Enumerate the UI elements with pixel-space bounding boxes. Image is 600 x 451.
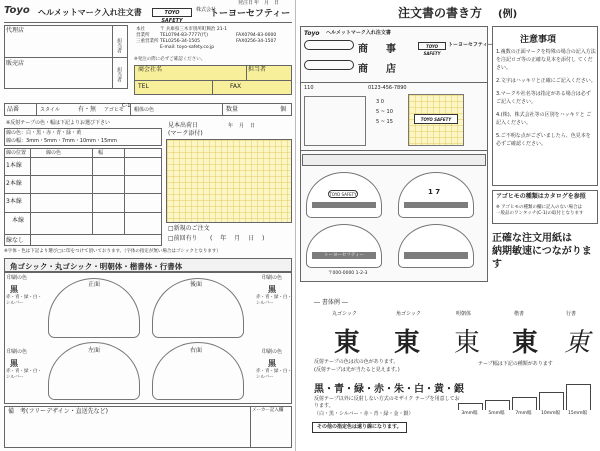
new-order-checkbox[interactable]: □新規のご注文 <box>168 225 210 232</box>
mini-font-bar <box>302 154 486 166</box>
field-sep-2 <box>212 80 213 95</box>
font-name-mincho: 明朝体 <box>456 311 472 317</box>
quantity-label: 数量 <box>226 106 239 113</box>
helmet-right-label: 右面 <box>190 347 203 354</box>
model-value: C-1 <box>122 103 131 109</box>
company-prefix: 株式会社 <box>196 7 217 13</box>
mini-helmet-2-band <box>404 202 468 208</box>
instructions-page <box>298 0 600 451</box>
instructions-title: 注文書の書き方 <box>398 6 483 20</box>
line-row-3: 3本線 <box>6 198 22 205</box>
shell-color-label: 帽体の色 <box>134 107 155 113</box>
notes-list <box>496 48 596 148</box>
print-color-label-3: 印刷の色 <box>7 349 28 355</box>
note-4: 4.(株)、株式会社等の区別をハッキリと ご記入ください。 <box>496 112 592 126</box>
tape-width-step <box>485 400 510 410</box>
tape-color-subnote: (反射テープは光が当たると見えます。) <box>314 367 400 373</box>
mini-helmet-1-mark: TOYO SAFETY <box>329 192 357 197</box>
other-color-note: その他の指定色は遠り線になります。 <box>312 422 407 433</box>
customer-tel-label: TEL <box>138 83 149 90</box>
print-color-main-1: 黒 <box>10 285 18 294</box>
print-color-options-2: 赤・青・緑・白・シルバー <box>256 295 292 306</box>
tape-width-step <box>458 403 483 410</box>
tape-color-row: 線の色：白・黒・赤・青・緑・黄 <box>6 130 82 136</box>
sample-date-units: 年月日 <box>228 123 262 129</box>
branch-person-tag: 担当者 <box>116 67 122 82</box>
agency-column-line <box>112 25 113 89</box>
instructions-title-suffix: (例) <box>498 9 518 20</box>
mini-shop-oval-a <box>304 40 354 50</box>
font-options-text: 角ゴシック・丸ゴシック・明朝体・楷書体・行書体 <box>10 262 183 271</box>
font-sample-mincho: 東 <box>454 328 481 358</box>
brand-script-logo: Toyo <box>4 5 30 16</box>
row-line <box>4 193 162 194</box>
print-color-options-1: 赤・青・緑・白・シルバー <box>6 295 42 306</box>
row-line <box>300 82 488 83</box>
mini-helmet-3-band: トーヨーセフティー <box>312 252 376 259</box>
mini-line-table <box>304 96 366 146</box>
tape-width-step <box>566 384 591 410</box>
issue-date-label: 発注日 <box>238 0 254 6</box>
tape-width-steps <box>456 370 600 416</box>
tape-width-label: 7mm幅 <box>510 412 537 417</box>
previous-order-date: ( 年 月 日 ) <box>210 235 265 242</box>
customer-company-label: 商会社名 <box>138 66 163 73</box>
form-title: ヘルメットマーク入れ注文書 <box>38 8 142 17</box>
font-name-maru: 丸ゴシック <box>332 311 357 317</box>
mini-shop-b: 商 店 <box>358 64 400 75</box>
mini-row-1: 110 <box>304 85 314 91</box>
row-line <box>4 234 162 235</box>
mini-helmet-4-band <box>404 252 468 259</box>
field-sep <box>246 65 247 80</box>
mini-shop-oval-b <box>304 60 354 70</box>
branch-label: 販売店 <box>6 60 25 67</box>
font-name-kaisho: 楷書 <box>514 311 525 317</box>
model-label: アゴヒモ <box>104 107 124 113</box>
previous-order-checkbox[interactable]: □前回有り <box>168 235 198 242</box>
mini-attached-logo: TOYO SAFETY <box>414 114 458 124</box>
note-2: 2.文字はハッキリと正確にご記入ください。 <box>496 78 596 84</box>
style-label: スタイル <box>40 107 60 113</box>
line-table-head-position: 線の位置 <box>6 150 27 156</box>
col-line <box>222 103 223 116</box>
tape-width-step <box>539 392 564 410</box>
customer-fax-label: FAX <box>230 83 242 90</box>
mini-brand-script: Toyo <box>304 30 320 37</box>
tape-width-step <box>512 397 537 410</box>
sample-ship-date-label: 見本出荷日 <box>168 122 199 129</box>
line-row-1: 1本線 <box>6 162 22 169</box>
tape-width-label: 15mm幅 <box>564 412 591 417</box>
notes-title: 注意事項 <box>520 35 557 45</box>
agency-person-tag: 担当者 <box>116 38 122 53</box>
mosaic-tape-colors: （白・黒・シルバー・赤・青・緑・金・銀） <box>314 411 414 417</box>
company-name: トーヨーセフティー <box>210 9 291 19</box>
col-line <box>250 406 251 448</box>
font-sample-kaku: 東 <box>394 328 421 358</box>
helmet-left-label: 左面 <box>88 347 101 354</box>
font-name-kaku: 角ゴシック <box>396 311 421 317</box>
mini-helmet-1-band <box>312 202 376 208</box>
mini-address: 〒000-0000 1-2-3 <box>328 271 368 276</box>
chin-strap-notes: ※ アゴヒモの種類の欄に記入のない場合は 一般品のワンタッチ(C-1)の取付となります <box>496 205 584 216</box>
quantity-unit: 個 <box>280 106 287 113</box>
chin-strap-title: アゴヒモの種類はカタログを参照 <box>496 193 586 200</box>
print-color-options-3: 赤・青・緑・白・シルバー <box>6 369 42 380</box>
row-line <box>4 212 162 213</box>
tape-width-label: 5mm幅 <box>483 412 510 417</box>
font-note: ※字体・色は下記より選び□に印をつけて頂いております。（字体の指定が無い場合はゴシックとなります） <box>4 249 221 254</box>
row-line <box>4 157 162 158</box>
order-form-page <box>0 0 296 451</box>
mark-attach-label: (マーク添付) <box>168 130 203 137</box>
col-line <box>30 148 31 246</box>
print-color-main-4: 黒 <box>268 359 276 368</box>
tape-color-note: 反射テープの色は次の色があります。 <box>314 359 399 365</box>
note-3: 3.マークや社名等は指定がある場合は必ず ご記入ください。 <box>496 91 591 105</box>
col-line <box>36 103 37 116</box>
option-yes-no: 有・無 <box>78 106 97 113</box>
tape-note: ※反射テープの色・幅は下記よりお選び下さい <box>6 120 110 126</box>
line-table-head-width: 幅 <box>98 150 104 156</box>
helmet-back-label: 後面 <box>190 281 203 288</box>
field-divider <box>134 80 292 81</box>
date-units: 年月日 <box>254 0 285 6</box>
print-color-main-2: 黒 <box>268 285 276 294</box>
tape-width-label: 3mm幅 <box>456 412 483 417</box>
header-divider <box>4 22 292 23</box>
company-contacts: 〒 兵庫県三木市別所町興治 21-1 TEL0794-83-7777(代) TEL0256-34-1505 E-mail: toyo-safety.co.jp <box>160 27 228 50</box>
col-line <box>124 148 125 234</box>
helmet-front-label: 正面 <box>88 281 101 288</box>
line-row-2: 2本線 <box>6 180 22 187</box>
mosaic-tape-note: 反射テープ以外に反射しない方式のモザイク テープを用意しております。 <box>314 396 460 409</box>
confirm-note: ※発注の際に必ずご確認ください。 <box>134 57 206 62</box>
mini-row-2: 3 0 <box>376 99 384 105</box>
tape-width-caption: テープ幅は下記の種類があります <box>478 361 553 367</box>
line-table-head-color: 線の色 <box>46 150 62 156</box>
mini-form-title: ヘルメットマーク入れ注文書 <box>326 30 391 36</box>
company-faxes: FAX0794-83-0000 FAX0256-34-1507 <box>236 33 277 44</box>
agency-divider <box>4 57 128 58</box>
customer-person-label: 担当者 <box>248 66 267 73</box>
tape-color-list: 黒・青・緑・赤・朱・白・黄・銀 <box>314 384 464 395</box>
mini-company: トーヨーセフティー <box>448 42 493 48</box>
row-line <box>4 175 162 176</box>
maker-note-label: メーカー記入欄 <box>252 408 284 413</box>
product-no-label: 品番 <box>7 106 20 113</box>
mini-row-4: 5 ~ 15 <box>376 119 393 125</box>
remarks-label: 備 考(フリーデザイン・直送先など) <box>8 408 109 415</box>
tape-width-row: 線の幅：3mm・5mm・7mm・10mm・15mm <box>6 138 118 144</box>
mini-shop-a: 商 事 <box>358 44 400 55</box>
mini-row-3: 5 ~ 10 <box>376 109 393 115</box>
col-line <box>130 103 131 116</box>
print-color-label-4: 印刷の色 <box>262 349 283 355</box>
mini-helmet-2-number: 1 7 <box>428 188 441 196</box>
mark-attach-grid[interactable] <box>166 139 292 223</box>
font-name-gyosho: 行書 <box>566 311 577 317</box>
accuracy-message: 正確な注文用紙は 納期敏速につながります <box>492 233 592 270</box>
agency-label: 代理店 <box>6 27 25 34</box>
font-example-heading: ― 書体例 ― <box>314 299 348 306</box>
note-1: 1.複数の正面マークを特殊の場合の記入方法 を注記ロゴ等の正確な見本を添付し てください。 <box>496 49 596 71</box>
print-color-main-3: 黒 <box>10 359 18 368</box>
print-color-label-1: 印刷の色 <box>7 275 28 281</box>
font-sample-kaisho: 東 <box>512 328 539 358</box>
line-position-table <box>4 148 162 246</box>
line-none-label: 線なし <box>6 237 25 244</box>
font-sample-gyosho: 東 <box>564 328 591 358</box>
row-line <box>300 150 488 151</box>
font-sample-maru: 東 <box>334 328 361 358</box>
tape-width-label: 10mm幅 <box>537 412 564 417</box>
mini-tel: 0123-456-7890 <box>368 85 407 91</box>
col-line <box>92 148 93 234</box>
toyo-safety-logo: TOYO SAFETY <box>152 8 192 17</box>
mini-logo: TOYO SAFETY <box>418 42 446 50</box>
company-offices: 本社 営業所 三重営業所 <box>136 27 159 44</box>
note-5: 5.ご不明な点がございましたら、色見本を 必ずご確認ください。 <box>496 133 591 147</box>
line-row-4: 本線 <box>12 217 25 224</box>
print-color-label-2: 印刷の色 <box>262 275 283 281</box>
print-color-options-4: 赤・青・緑・白・シルバー <box>256 369 292 380</box>
